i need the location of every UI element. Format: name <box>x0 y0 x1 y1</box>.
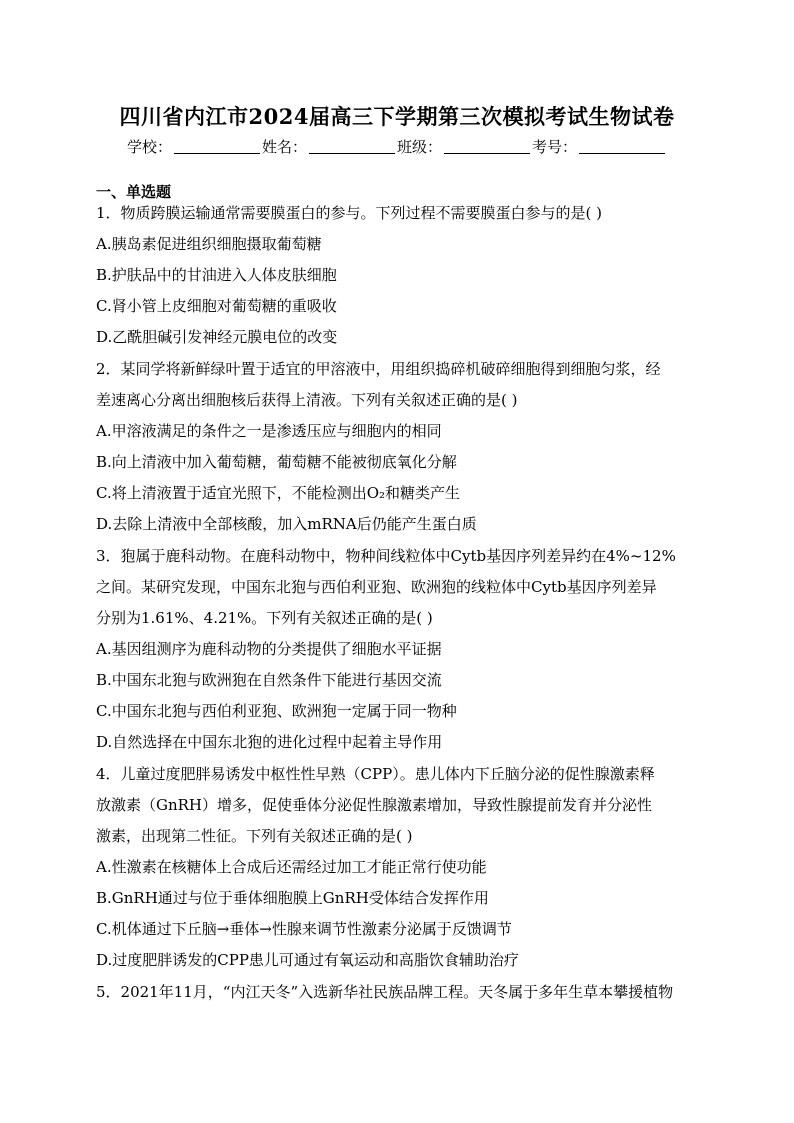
question-3-option-d: D.自然选择在中国东北狍的进化过程中起着主导作用 <box>96 733 443 751</box>
section-heading: 一、单选题 <box>96 183 172 201</box>
question-2-option-d: D.去除上清液中全部核酸，加入mRNA后仍能产生蛋白质 <box>96 515 477 533</box>
question-4-line-1: 4．儿童过度肥胖易诱发中枢性性早熟（CPP）。患儿体内下丘脑分泌的促性腺激素释 <box>96 765 655 783</box>
question-3-line-2: 之间。某研究发现，中国东北狍与西伯利亚狍、欧洲狍的线粒体中Cytb基因序列差异 <box>96 578 657 596</box>
question-3-option-c: C.中国东北狍与西伯利亚狍、欧洲狍一定属于同一物种 <box>96 702 457 720</box>
question-3-option-a: A.基因组测序为鹿科动物的分类提供了细胞水平证据 <box>96 640 442 658</box>
name-blank[interactable] <box>309 139 395 154</box>
question-2-line-1: 2．某同学将新鲜绿叶置于适宜的甲溶液中，用组织捣碎机破碎细胞得到细胞匀浆，经 <box>96 360 661 378</box>
question-1-option-d: D.乙酰胆碱引发神经元膜电位的改变 <box>96 328 338 346</box>
question-2-option-b: B.向上清液中加入葡萄糖，葡萄糖不能被彻底氧化分解 <box>96 453 457 471</box>
question-4-option-a: A.性激素在核糖体上合成后还需经过加工才能正常行使功能 <box>96 858 487 876</box>
question-2-option-c: C.将上清液置于适宜光照下，不能检测出O₂和糖类产生 <box>96 484 461 502</box>
number-blank[interactable] <box>579 139 665 154</box>
question-1-option-c: C.肾小管上皮细胞对葡萄糖的重吸收 <box>96 297 337 315</box>
school-label: 学校： <box>126 138 172 156</box>
question-1-line-1: 1．物质跨膜运输通常需要膜蛋白的参与。下列过程不需要膜蛋白参与的是( ) <box>96 204 603 222</box>
question-1-option-b: B.护肤品中的甘油进入人体皮肤细胞 <box>96 266 337 284</box>
exam-title: 四川省内江市2024届高三下学期第三次模拟考试生物试卷 <box>119 104 675 129</box>
question-4-option-c: C.机体通过下丘脑→垂体→性腺来调节性激素分泌属于反馈调节 <box>96 920 512 938</box>
question-3-line-3: 分别为1.61%、4.21%。下列有关叙述正确的是( ) <box>96 609 433 627</box>
class-blank[interactable] <box>444 139 530 154</box>
question-1-option-a: A.胰岛素促进组织细胞摄取葡萄糖 <box>96 235 322 253</box>
student-info-line <box>0 136 794 157</box>
question-2-line-2: 差速离心分离出细胞核后获得上清液。下列有关叙述正确的是( ) <box>96 391 518 409</box>
question-3-option-b: B.中国东北狍与欧洲狍在自然条件下能进行基因交流 <box>96 671 442 689</box>
question-4-line-3: 激素，出现第二性征。下列有关叙述正确的是( ) <box>96 827 413 845</box>
name-label: 姓名： <box>261 138 307 156</box>
question-5-line-1: 5．2021年11月，“内江天冬”入选新华社民族品牌工程。天冬属于多年生草本攀援植物 <box>96 983 674 1001</box>
question-4-option-d: D.过度肥胖诱发的CPP患儿可通过有氧运动和高脂饮食辅助治疗 <box>96 951 519 969</box>
number-label: 考号： <box>532 138 578 156</box>
question-3-line-1: 3．狍属于鹿科动物。在鹿科动物中，物种间线粒体中Cytb基因序列差异约在4%~12% <box>96 547 676 565</box>
question-4-line-2: 放激素（GnRH）增多，促使垂体分泌促性腺激素增加，导致性腺提前发育并分泌性 <box>96 796 653 814</box>
question-4-option-b: B.GnRH通过与位于垂体细胞膜上GnRH受体结合发挥作用 <box>96 889 489 907</box>
class-label: 班级： <box>397 138 443 156</box>
question-2-option-a: A.甲溶液满足的条件之一是渗透压应与细胞内的相同 <box>96 422 442 440</box>
school-blank[interactable] <box>174 139 260 154</box>
